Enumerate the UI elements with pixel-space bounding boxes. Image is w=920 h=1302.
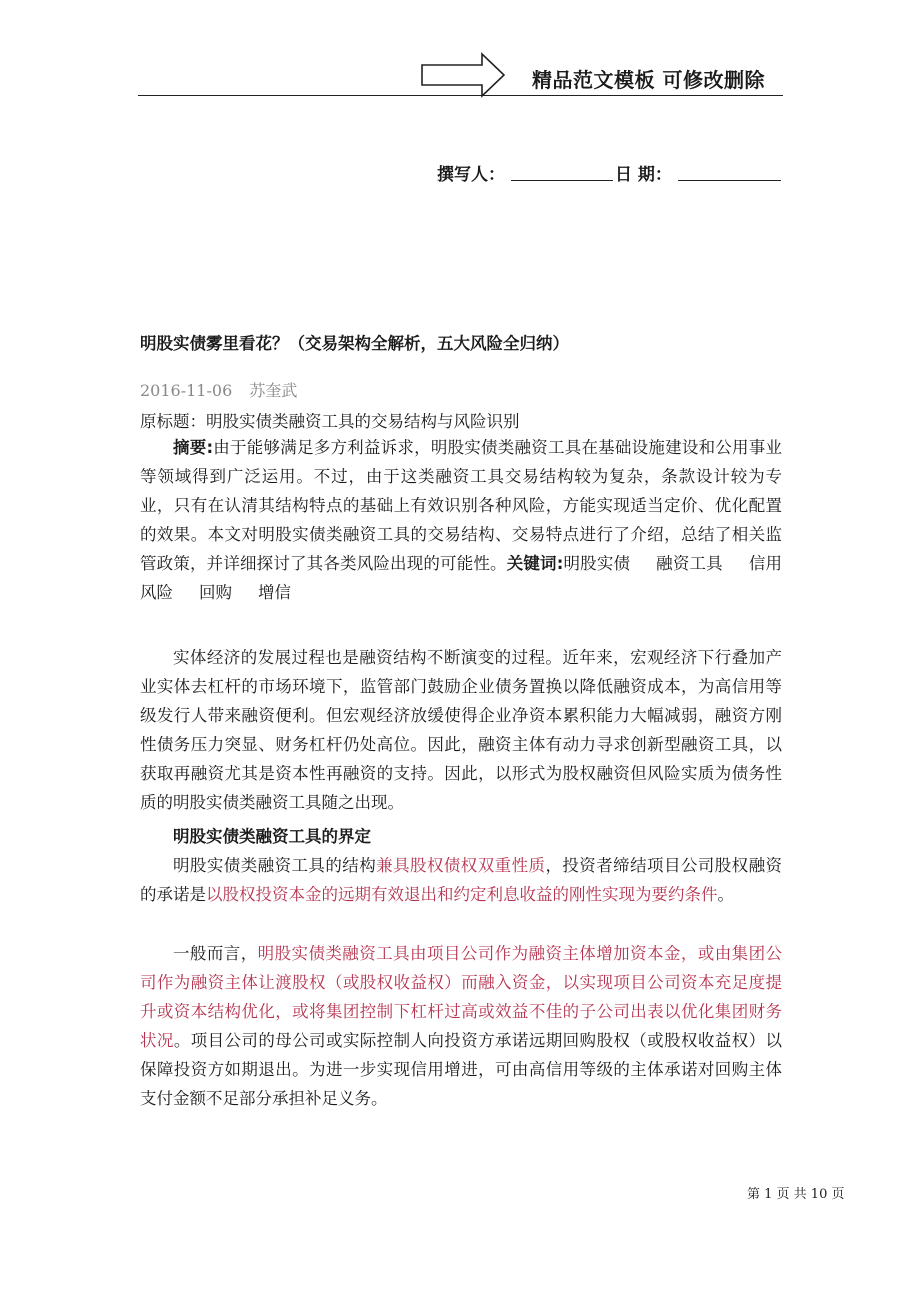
para2-text: 。 [717, 885, 734, 904]
keyword-item: 回购 [199, 583, 232, 602]
para2-highlight: 兼具股权债权双重性质 [376, 856, 546, 875]
para3-text: 。项目公司的母公司或实际控制人向投资方承诺远期回购股权（或股权收益权）以保障投资方如期退出。为进一步实现信用增进，可由高信用等级的主体承诺对回购主体支付金额不足部分承担补足义务。 [140, 1031, 783, 1108]
page-number: 第 1 页 共 10 页 [747, 1187, 845, 1202]
section-heading: 明股实债类融资工具的界定 [173, 827, 371, 846]
keyword-item: 增信 [258, 583, 291, 602]
body-paragraph-2 [140, 851, 782, 909]
abstract-text: 由于能够满足多方利益诉求，明股实债类融资工具在基础设施建设和公用事业等领域得到广泛运用。不过，由于这类融资工具交易结构较为复杂，条款设计较为专业，只有在认清其结构特点的基础上有效识别各种风险，方能实现适当定价、优化配置的效果。本文对明股实债类融资工具的交易结构、交易特点进行了介绍，总结了相关监管政策，并详细探讨了其各类风险出现的可能性。 [140, 438, 783, 573]
body-paragraph-3 [140, 939, 782, 1113]
abstract-paragraph [140, 433, 782, 607]
author-blank-field[interactable] [511, 180, 613, 181]
header-divider [138, 95, 783, 96]
para3-text: 一般而言， [173, 944, 258, 963]
keywords-label: 关键词: [506, 554, 564, 573]
keyword-item: 信用风险 [140, 554, 783, 602]
original-title: 原标题：明股实债类融资工具的交易结构与风险识别 [140, 412, 520, 431]
article-date: 2016-11-06 [140, 381, 233, 400]
article-meta [140, 378, 309, 401]
body-paragraph-1: 实体经济的发展过程也是融资结构不断演变的过程。近年来，宏观经济下行叠加产业实体去杠杆的市场环境下，监管部门鼓励企业债务置换以降低融资成本，为高信用等级发行人带来融资便利。但宏观经济放缓使得企业净资本累积能力大幅减弱，融资方刚性债务压力突显、财务杠杆仍处高位。因此，融资主体有动力寻求创新型融资工具，以获取再融资尤其是资本性再融资的支持。因此，以形式为股权融资但风险实质为债务性质的明股实债类融资工具随之出现。 [140, 648, 782, 812]
right-arrow-icon [420, 52, 506, 98]
author-label: 撰写人： [437, 165, 505, 185]
para2-highlight: 以股权投资本金的远期有效退出和约定利息收益的刚性实现为要约条件 [206, 885, 718, 904]
para2-text: 明股实债类融资工具的结构 [173, 856, 377, 875]
date-blank-field[interactable] [678, 180, 781, 181]
para2-text: ，投资者缔结项目公司股权融资的承诺是 [140, 856, 783, 904]
template-label: 精品范文模板 可修改删除 [532, 68, 765, 92]
keyword-item: 融资工具 [656, 554, 723, 573]
para3-highlight: 明股实债类融资工具由项目公司作为融资主体增加资本金，或由集团公司作为融资主体让渡股权（或股权收益权）而融入资金，以实现项目公司资本充足度提升或资本结构优化，或将集团控制下杠杆过高或效益不佳的子公司出表以优化集团财务状况 [140, 944, 783, 1050]
date-label: 日 期： [615, 165, 672, 185]
article-author: 苏奎武 [249, 381, 298, 400]
abstract-label: 摘要: [173, 438, 214, 457]
keyword-item: 明股实债 [563, 554, 631, 573]
article-title: 明股实债雾里看花？（交易架构全解析，五大风险全归纳） [140, 334, 569, 353]
